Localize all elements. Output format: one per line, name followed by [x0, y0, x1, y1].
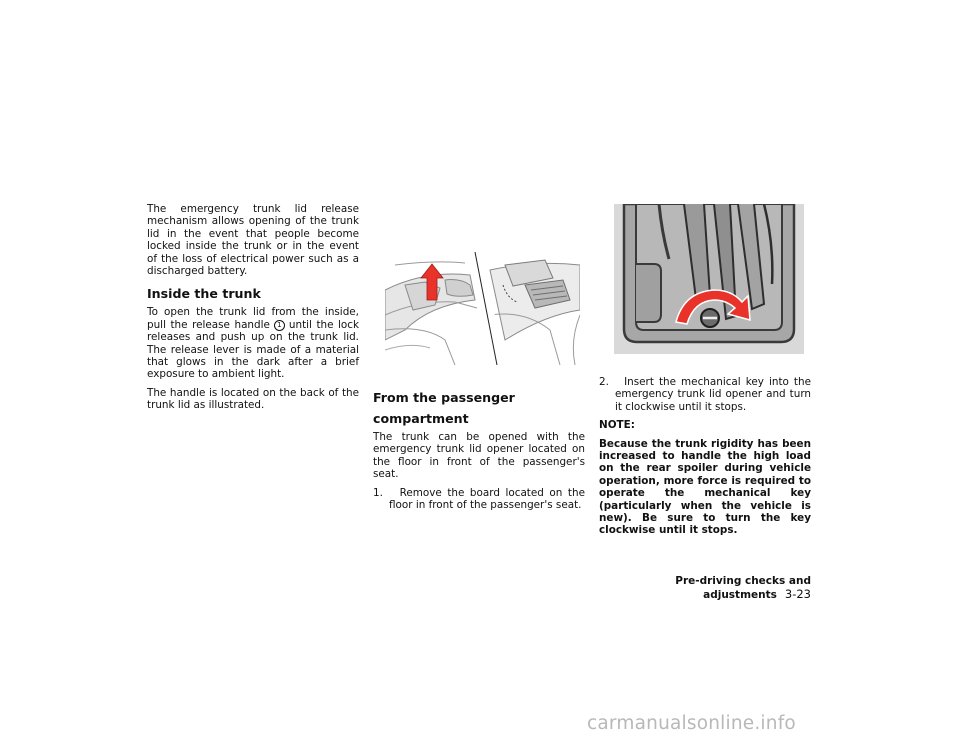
column-1 — [147, 203, 359, 418]
note-heading: NOTE: — [599, 419, 635, 432]
step-2-number: 2. — [599, 376, 609, 388]
release-handle-text-b: until the lock releases and push up on the trunk lid. The release lever is made of a material that glows in the dark after a brief exposure to ambient light. — [147, 318, 360, 381]
step-1-text: Remove the board located on the floor in front of the passenger's seat. — [389, 486, 585, 512]
footer-section-title: Pre-driving checks and adjustments — [675, 575, 811, 601]
callout-1-icon: 1 — [274, 320, 285, 331]
section-heading-passenger-compartment: From the passenger compartment — [373, 390, 515, 426]
intro-paragraph: The emergency trunk lid release mechanism allows opening of the trunk lid in the event that people become locked inside the trunk or in the event of the loss of electrical power such as a discharged battery. — [147, 203, 359, 278]
step-1-number: 1. — [373, 486, 383, 499]
column-3 — [599, 376, 811, 543]
handle-location-paragraph: The handle is located on the back of the trunk lid as illustrated. — [147, 386, 359, 412]
trunk-opener-key-illustration — [614, 204, 804, 354]
watermark: carmanualsonline.info — [587, 713, 796, 734]
step-2-text: Insert the mechanical key into the emergency trunk lid opener and turn it clockwise until it stops. — [615, 376, 811, 413]
release-handle-text-a: To open the trunk lid from the inside, pull the release handle — [147, 306, 359, 331]
page-footer — [599, 575, 811, 601]
step-2 — [599, 376, 811, 413]
column-2 — [373, 385, 585, 517]
floor-board-illustration — [385, 230, 585, 365]
step-1 — [373, 487, 585, 512]
page-number: 3-23 — [784, 587, 811, 601]
passenger-opener-paragraph: The trunk can be opened with the emergency trunk lid opener located on the floor in front of the passenger's seat. — [373, 431, 585, 481]
release-handle-paragraph — [147, 306, 359, 380]
note-body: Because the trunk rigidity has been increased to handle the high load on the rear spoiler during vehicle operation, more force is required to operate the mechanical key (particularly when the vehicle is new). Be sure to turn the key clockwise until it stops. — [599, 437, 811, 537]
section-heading-inside-trunk: Inside the trunk — [147, 286, 261, 302]
